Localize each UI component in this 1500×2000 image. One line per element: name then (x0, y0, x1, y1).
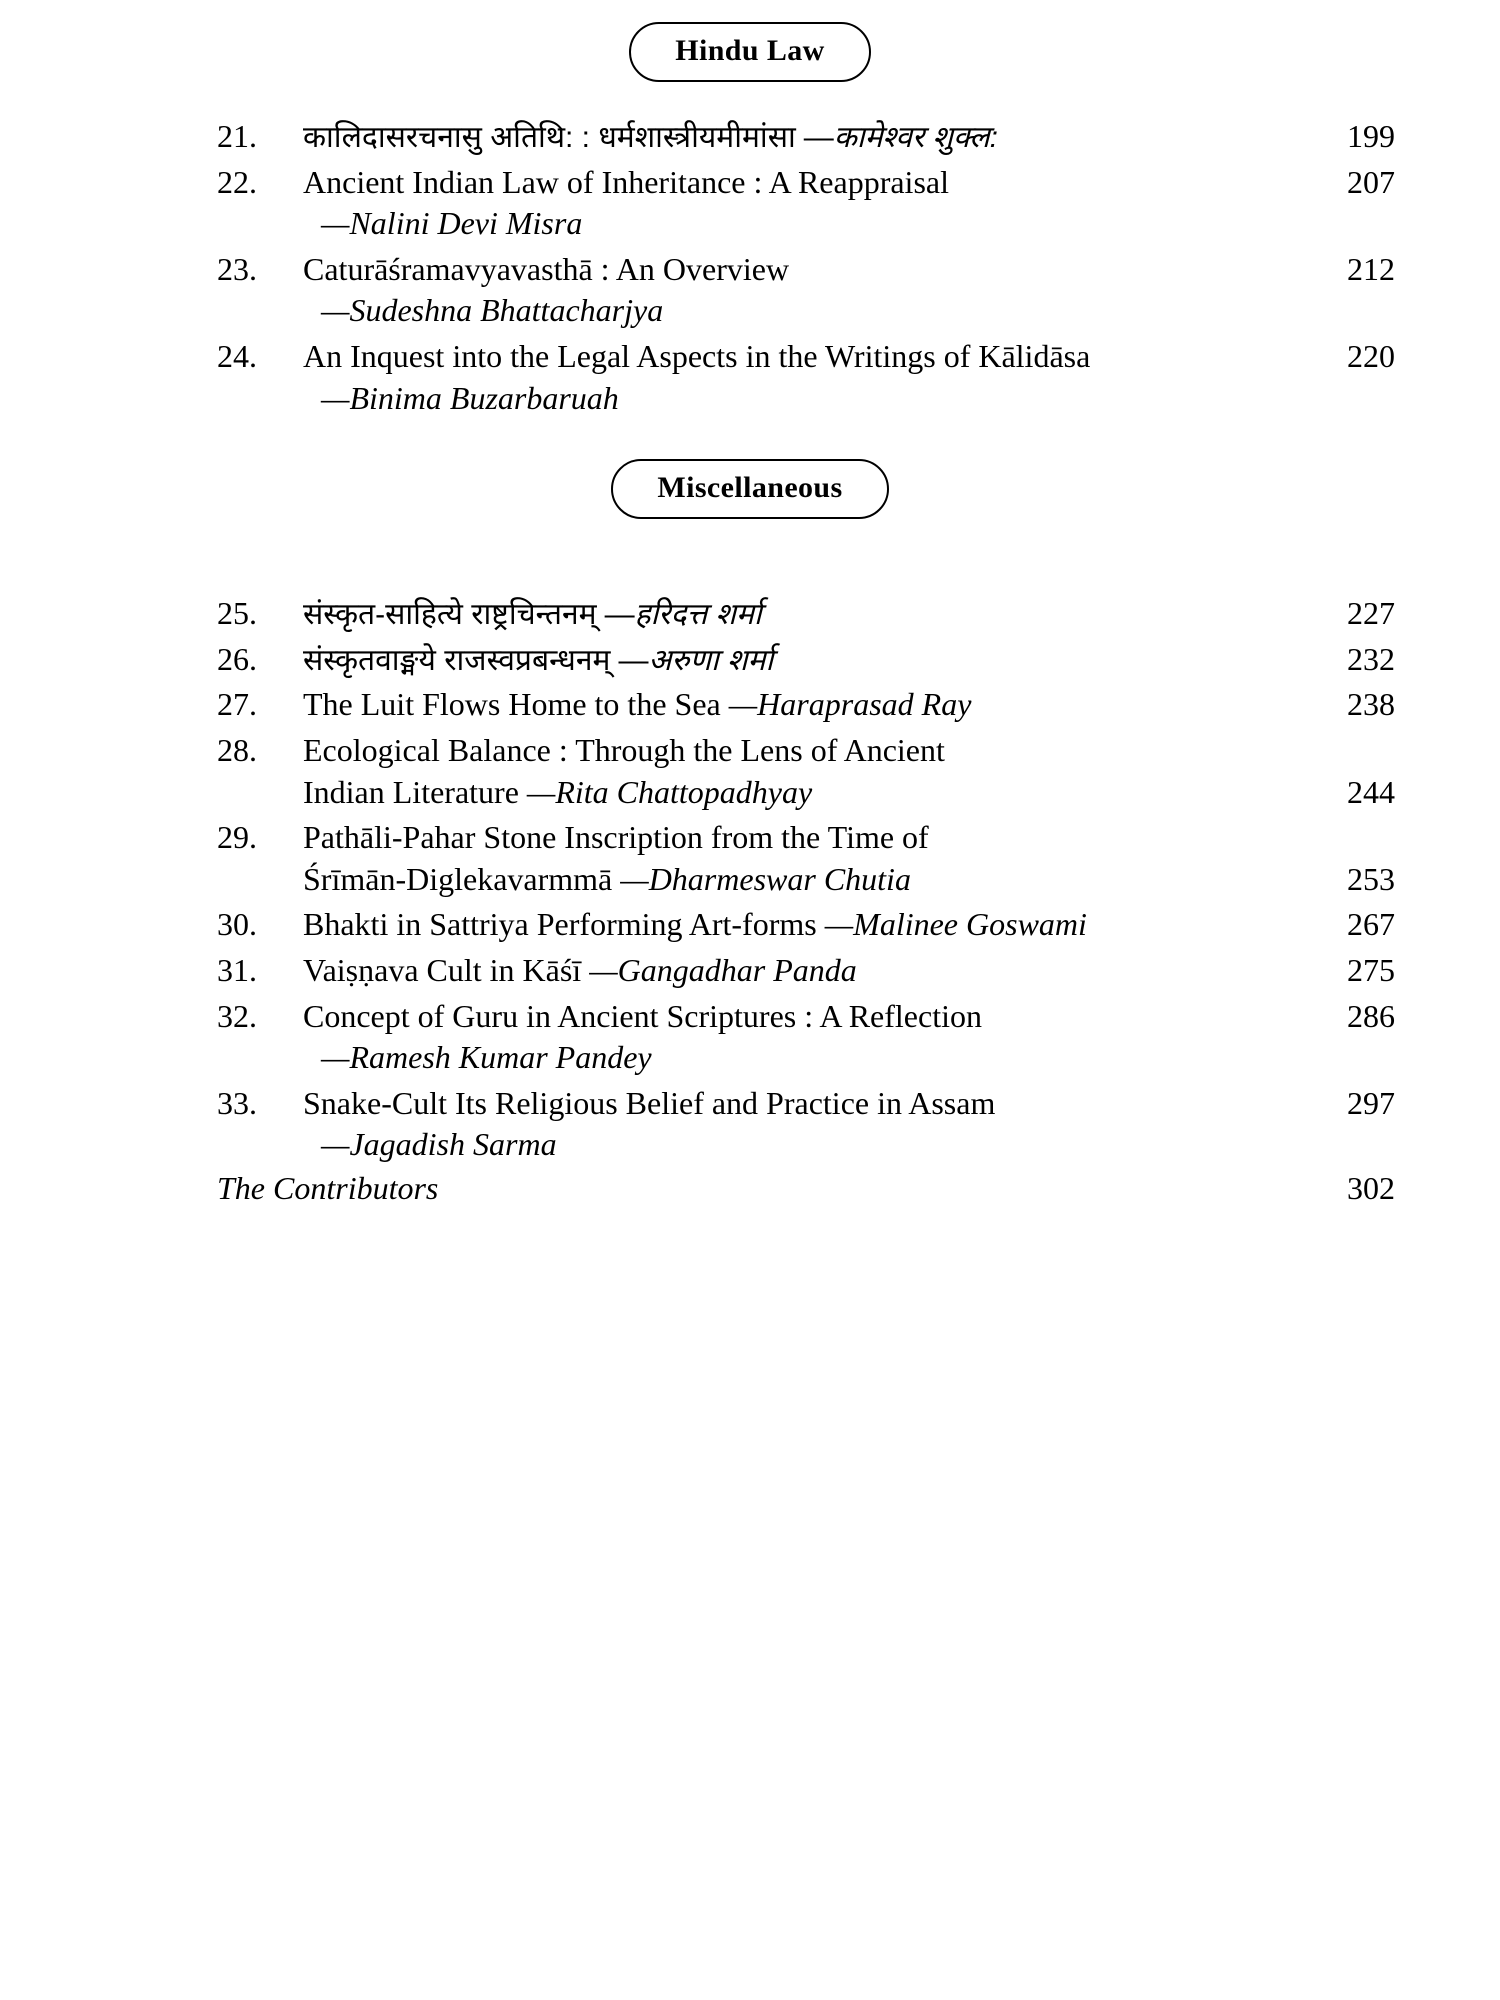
entry-title-text: Vaiṣṇava Cult in Kāśī (303, 951, 590, 988)
entry-page-number: 238 (1347, 686, 1395, 723)
entry-number: 32. (217, 997, 257, 1034)
toc-entry[interactable] (215, 162, 1395, 245)
entry-title-devanagari: संस्कृत-साहित्ये राष्ट्रचिन्तनम् (303, 598, 597, 632)
entry-number: 26. (217, 640, 257, 677)
entry-number: 27. (217, 686, 257, 723)
entry-title (303, 639, 1299, 681)
entry-author: —Haraprasad Ray (728, 686, 972, 723)
entry-author: —Ramesh Kumar Pandey (321, 1039, 652, 1076)
entry-dash: — (803, 121, 834, 154)
entry-title-line2 (303, 859, 1299, 901)
section-heading-label: Hindu Law (629, 22, 871, 82)
entry-author: —Nalini Devi Misra (321, 205, 583, 242)
entry-title (303, 904, 1299, 946)
entry-author-devanagari: कामेश्वर शुक्ल: (833, 121, 998, 154)
entry-page-number: 227 (1347, 595, 1395, 632)
entry-title-devanagari: कालिदासरचनासु अतिथि: : धर्मशास्त्रीयमीमांसा (303, 121, 796, 154)
entry-title: Caturāśramavyavasthā : An Overview (303, 250, 790, 287)
entry-number: 23. (217, 250, 257, 287)
entry-page-number: 286 (1347, 997, 1395, 1034)
entry-title: Pathāli-Pahar Stone Inscription from the Time of (303, 819, 929, 856)
toc-entry[interactable] (215, 593, 1395, 635)
entry-number: 30. (217, 906, 257, 943)
entry-title-devanagari: संस्कृतवाङ्मये राजस्वप्रबन्धनम् (303, 643, 611, 677)
toc-entry[interactable] (215, 730, 1395, 813)
entry-title (303, 116, 1299, 158)
entry-number: 24. (217, 337, 257, 374)
entry-page-number: 232 (1347, 640, 1395, 677)
entry-number: 33. (217, 1084, 257, 1121)
entry-author: —Sudeshna Bhattacharjya (321, 292, 664, 329)
entry-title-text: Śrīmān-Diglekavarmmā (303, 860, 621, 897)
entry-number: 29. (217, 819, 257, 856)
entry-page-number: 220 (1347, 337, 1395, 374)
entry-title-text: Bhakti in Sattriya Performing Art-forms (303, 906, 825, 943)
toc-entry[interactable] (215, 684, 1395, 726)
entry-title-line2 (303, 772, 1299, 814)
entry-title (303, 593, 1299, 635)
entry-page-number: 199 (1347, 118, 1395, 154)
section-heading-label: Miscellaneous (611, 459, 888, 519)
entry-number: 21. (217, 118, 257, 154)
entry-number: 31. (217, 951, 257, 988)
toc-entry[interactable] (215, 116, 1395, 158)
entry-title: An Inquest into the Legal Aspects in the Writings of Kālidāsa (303, 337, 1091, 374)
entry-number: 22. (217, 163, 257, 200)
entry-number: 25. (217, 595, 257, 632)
entry-author: —Rita Chattopadhyay (526, 773, 813, 810)
toc-list-miscellaneous (105, 593, 1395, 1207)
contributors-label: The Contributors (217, 1169, 439, 1206)
toc-entry[interactable] (215, 996, 1395, 1079)
entry-page-number: 267 (1347, 906, 1395, 943)
entry-author-devanagari: हरिदत्त शर्मा (634, 598, 762, 632)
entry-page-number: 297 (1347, 1084, 1395, 1121)
toc-entry-contributors[interactable] (215, 1170, 1395, 1207)
entry-title: Concept of Guru in Ancient Scriptures : A Reflection (303, 997, 982, 1034)
entry-title (303, 684, 1299, 726)
entry-dash: — (618, 643, 649, 677)
entry-dash: — (604, 598, 635, 632)
entry-author: —Jagadish Sarma (321, 1126, 557, 1163)
entry-page-number: 207 (1347, 163, 1395, 200)
section-heading-hindu-law (0, 22, 1500, 82)
entry-number: 28. (217, 731, 257, 768)
contributors-page-number: 302 (1347, 1169, 1395, 1206)
toc-entry[interactable] (215, 336, 1395, 419)
toc-entry[interactable] (215, 904, 1395, 946)
toc-entry[interactable] (215, 249, 1395, 332)
entry-page-number: 212 (1347, 250, 1395, 287)
entry-author: —Dharmeswar Chutia (620, 860, 911, 897)
toc-entry[interactable] (215, 950, 1395, 992)
entry-author-devanagari: अरुणा शर्मा (648, 643, 774, 677)
entry-author: —Malinee Goswami (824, 906, 1087, 943)
entry-title: Ancient Indian Law of Inheritance : A Reappraisal (303, 163, 949, 200)
entry-author: —Binima Buzarbaruah (321, 379, 619, 416)
toc-list-hindu-law (105, 116, 1395, 419)
toc-entry[interactable] (215, 1083, 1395, 1166)
toc-entry[interactable] (215, 639, 1395, 681)
entry-title: Ecological Balance : Through the Lens of Ancient (303, 731, 945, 768)
entry-title (303, 950, 1299, 992)
entry-page-number: 253 (1347, 860, 1395, 897)
entry-title-text: Indian Literature (303, 773, 527, 810)
entry-page-number: 275 (1347, 951, 1395, 988)
toc-entry[interactable] (215, 817, 1395, 900)
section-heading-miscellaneous (0, 459, 1500, 519)
entry-title-text: The Luit Flows Home to the Sea (303, 686, 729, 723)
entry-title: Snake-Cult Its Religious Belief and Practice in Assam (303, 1084, 996, 1121)
entry-page-number: 244 (1347, 773, 1395, 810)
entry-author: —Gangadhar Panda (589, 951, 857, 988)
